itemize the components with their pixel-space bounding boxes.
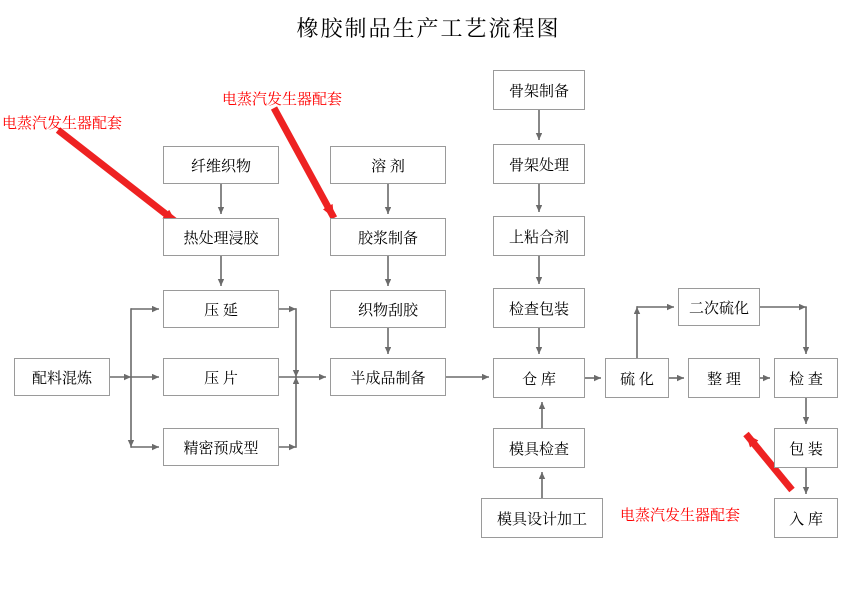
node-post-cure[interactable] [678,288,760,326]
node-label: 半成品制备 [350,370,426,387]
node-instock[interactable] [774,498,838,538]
node-label: 硫 化 [620,371,654,388]
node-label: 配料混炼 [31,370,92,387]
node-packaging[interactable] [774,428,838,468]
annotation-right: 电蒸汽发生器配套 [620,508,741,524]
node-label: 纤维织物 [190,158,251,175]
annotation-middle: 电蒸汽发生器配套 [222,92,343,108]
node-semifinished[interactable] [330,358,446,396]
node-label: 包 装 [789,441,823,458]
node-adhesive[interactable] [493,216,585,256]
node-label: 模具设计加工 [496,511,587,528]
node-label: 骨架处理 [508,157,569,174]
node-inspection[interactable] [774,358,838,398]
node-calendering[interactable] [163,290,279,328]
node-fabric-spreading[interactable] [330,290,446,328]
node-vulcanization[interactable] [605,358,669,398]
node-skeleton-treatment[interactable] [493,144,585,184]
node-label: 入 库 [789,511,823,528]
node-label: 检 查 [789,371,823,388]
node-inspection-packing[interactable] [493,288,585,328]
node-label: 检查包装 [508,301,569,318]
node-label: 整 理 [707,371,741,388]
node-label: 热处理浸胶 [183,230,259,247]
node-label: 溶 剂 [371,158,405,175]
node-label: 压 延 [204,302,238,319]
node-solvent[interactable] [330,146,446,184]
node-finishing[interactable] [688,358,760,398]
node-preform[interactable] [163,428,279,466]
node-heat-dip[interactable] [163,218,279,256]
node-warehouse[interactable] [493,358,585,398]
node-label: 精密预成型 [183,440,259,457]
annotation-left: 电蒸汽发生器配套 [2,116,123,132]
node-skeleton-prep[interactable] [493,70,585,110]
node-mold-check[interactable] [493,428,585,468]
node-label: 织物刮胶 [357,302,418,319]
node-label: 压 片 [204,370,238,387]
page-title: 橡胶制品生产工艺流程图 [296,16,561,41]
node-cement-prep[interactable] [330,218,446,256]
node-label: 模具检查 [508,441,569,458]
node-label: 骨架制备 [508,83,569,100]
node-mixing[interactable] [14,358,110,396]
node-sheeting[interactable] [163,358,279,396]
node-fiber[interactable] [163,146,279,184]
node-label: 上粘合剂 [508,229,569,246]
node-mold-design[interactable] [481,498,603,538]
node-label: 二次硫化 [688,300,749,317]
node-label: 胶浆制备 [357,230,418,247]
node-label: 仓 库 [522,371,556,388]
